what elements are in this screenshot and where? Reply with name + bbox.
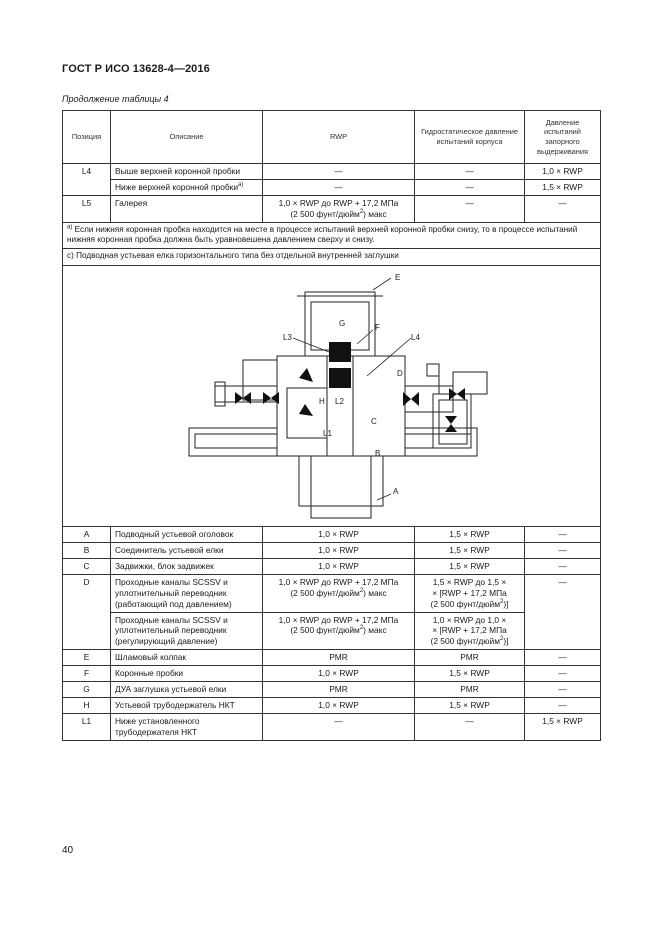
row-holding: —: [525, 527, 601, 543]
row-rwp: —: [263, 179, 415, 195]
row-hydrostatic: 1,5 × RWP до 1,5 × × [RWP + 17,2 МПа (2 500 фунт/дюйм$^2$)]: [415, 574, 525, 612]
row-position: A: [63, 527, 111, 543]
table-row: [63, 612, 601, 650]
pressure-test-table: [62, 110, 601, 741]
label-G: G: [339, 319, 346, 328]
row-hydrostatic: —: [415, 713, 525, 740]
col-header-hydrostatic: Гидростатическое давление испытаний корпуса: [415, 111, 525, 164]
label-B: B: [375, 449, 381, 458]
row-hydrostatic: 1,5 × RWP: [415, 527, 525, 543]
table-row: [63, 682, 601, 698]
table-row: [63, 574, 601, 612]
document-header: ГОСТ Р ИСО 13628-4—2016: [62, 63, 210, 75]
table-row: [63, 666, 601, 682]
row-position: D: [63, 574, 111, 650]
row-hydrostatic: 1,5 × RWP: [415, 558, 525, 574]
label-L2: L2: [335, 397, 344, 406]
footnote: $^{a)}$ Если нижняя коронная пробка находится на месте в процессе испытаний верхней коронной пробки снизу, то в процессе испытаний нижняя коронная пробка должна быть уравновешена давлением сверху и снизу.: [63, 222, 601, 248]
row-hydrostatic: —: [415, 195, 525, 222]
row-holding: —: [525, 558, 601, 574]
row-description: Устьевой трубодержатель НКТ: [111, 698, 263, 714]
row-description: Задвижки, блок задвижек: [111, 558, 263, 574]
row-holding: —: [525, 698, 601, 714]
row-holding: —: [525, 666, 601, 682]
row-position: F: [63, 666, 111, 682]
row-hydrostatic: —: [415, 179, 525, 195]
row-holding: 1,5 × RWP: [525, 179, 601, 195]
row-rwp: 1,0 × RWP: [263, 542, 415, 558]
row-rwp: —: [263, 713, 415, 740]
label-E: E: [395, 273, 401, 282]
row-rwp: 1,0 × RWP: [263, 666, 415, 682]
row-description: Ниже верхней коронной пробки$^{a)}$: [111, 179, 263, 195]
table-row: [63, 650, 601, 666]
row-description: Коронные пробки: [111, 666, 263, 682]
label-L1: L1: [323, 429, 332, 438]
row-hydrostatic: PMR: [415, 650, 525, 666]
table-row: [63, 527, 601, 543]
label-H: H: [319, 397, 325, 406]
row-hydrostatic: 1,5 × RWP: [415, 698, 525, 714]
row-position: L4: [63, 164, 111, 196]
row-rwp: PMR: [263, 650, 415, 666]
row-rwp: —: [263, 164, 415, 180]
row-rwp: 1,0 × RWP: [263, 698, 415, 714]
footnote-row: [63, 222, 601, 248]
table-row: [63, 164, 601, 180]
table-row: [63, 698, 601, 714]
label-L3: L3: [283, 333, 292, 342]
table-row: [63, 713, 601, 740]
row-position: E: [63, 650, 111, 666]
label-L4: L4: [411, 333, 420, 342]
label-D: D: [397, 369, 403, 378]
row-position: L1: [63, 713, 111, 740]
page-number: 40: [62, 845, 74, 856]
row-description: ДУА заглушка устьевой елки: [111, 682, 263, 698]
row-hydrostatic: 1,5 × RWP: [415, 666, 525, 682]
row-hydrostatic: 1,5 × RWP: [415, 542, 525, 558]
row-holding: —: [525, 574, 601, 650]
row-description: Галерея: [111, 195, 263, 222]
row-holding: 1,0 × RWP: [525, 164, 601, 180]
table-header-row: [63, 111, 601, 164]
row-position: L5: [63, 195, 111, 222]
section-row: [63, 249, 601, 266]
col-header-holding: Давление испытаний запорного выдерживания: [525, 111, 601, 164]
row-holding: —: [525, 195, 601, 222]
row-rwp: 1,0 × RWP до RWP + 17,2 МПа (2 500 фунт/дюйм$^2$) макс: [263, 195, 415, 222]
row-description: Выше верхней коронной пробки: [111, 164, 263, 180]
section-heading: с) Подводная устьевая елка горизонтального типа без отдельной внутренней заглушки: [63, 249, 601, 266]
row-holding: —: [525, 682, 601, 698]
row-rwp: 1,0 × RWP: [263, 527, 415, 543]
row-description: Соединитель устьевой елки: [111, 542, 263, 558]
table-row: [63, 195, 601, 222]
row-position: H: [63, 698, 111, 714]
figure-cell: [63, 266, 601, 527]
row-hydrostatic: —: [415, 164, 525, 180]
row-rwp: 1,0 × RWP до RWP + 17,2 МПа (2 500 фунт/дюйм$^2$) макс: [263, 574, 415, 612]
table-continuation-caption: Продолжение таблицы 4: [62, 94, 169, 104]
row-description: Шламовый колпак: [111, 650, 263, 666]
label-F: F: [375, 323, 380, 332]
col-header-description: Описание: [111, 111, 263, 164]
table-row: [63, 179, 601, 195]
row-description: Проходные каналы SCSSV и уплотнительный переводник (работающий под давлением): [111, 574, 263, 612]
table-row: [63, 542, 601, 558]
row-rwp: 1,0 × RWP до RWP + 17,2 МПа (2 500 фунт/дюйм$^2$) макс: [263, 612, 415, 650]
row-holding: 1,5 × RWP: [525, 713, 601, 740]
col-header-position: Позиция: [63, 111, 111, 164]
label-A: A: [393, 487, 399, 496]
row-position: G: [63, 682, 111, 698]
row-position: B: [63, 542, 111, 558]
figure-row: [63, 266, 601, 527]
row-hydrostatic: PMR: [415, 682, 525, 698]
row-position: C: [63, 558, 111, 574]
row-description: Подводный устьевой оголовок: [111, 527, 263, 543]
table-row: [63, 558, 601, 574]
row-description: Ниже установленного трубодержателя НКТ: [111, 713, 263, 740]
row-rwp: PMR: [263, 682, 415, 698]
col-header-rwp: RWP: [263, 111, 415, 164]
row-description: Проходные каналы SCSSV и уплотнительный переводник (регулирующий давление): [111, 612, 263, 650]
row-hydrostatic: 1,0 × RWP до 1,0 × × [RWP + 17,2 МПа (2 500 фунт/дюйм$^2$)]: [415, 612, 525, 650]
row-rwp: 1,0 × RWP: [263, 558, 415, 574]
label-C: C: [371, 417, 377, 426]
row-holding: —: [525, 542, 601, 558]
horizontal-tree-diagram: [67, 268, 603, 524]
row-holding: —: [525, 650, 601, 666]
